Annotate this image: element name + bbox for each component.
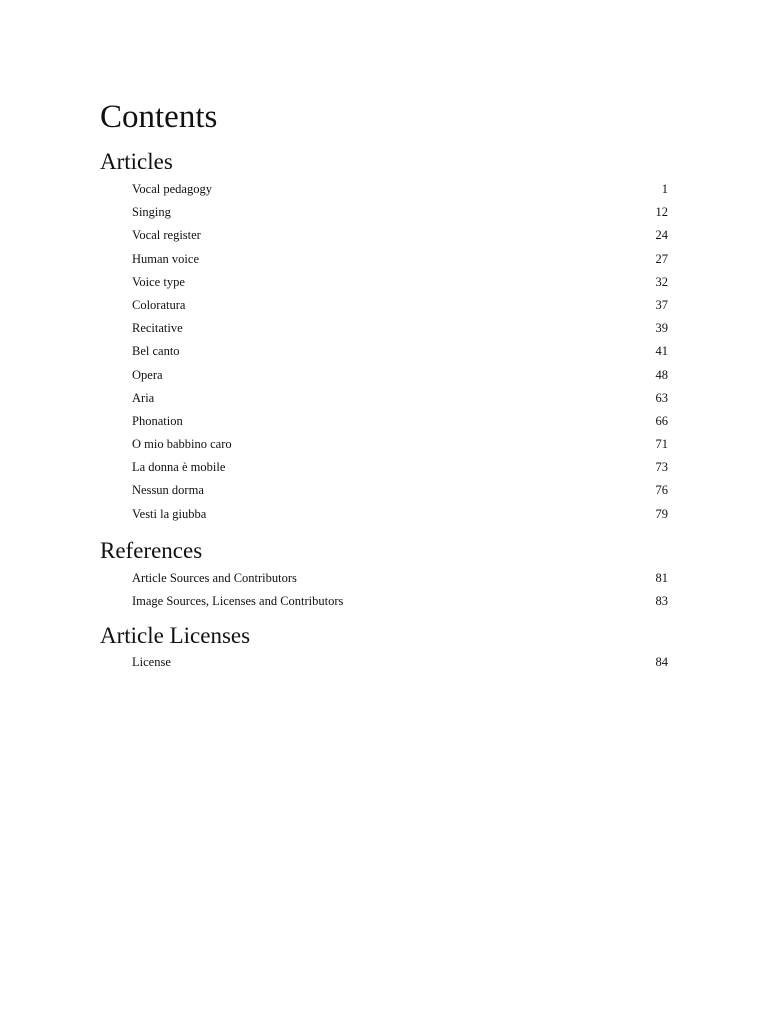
entry-label: Opera xyxy=(132,367,163,382)
entry-label: Bel canto xyxy=(132,344,180,359)
section-article-licenses xyxy=(100,621,668,674)
toc-entry[interactable] xyxy=(132,271,668,294)
entry-label: Vocal pedagogy xyxy=(132,182,212,196)
entry-page-number: 39 xyxy=(655,321,668,336)
toc-entry[interactable] xyxy=(132,410,668,433)
entry-list xyxy=(100,178,668,526)
page-title: Contents xyxy=(100,99,218,135)
entry-page-number: 76 xyxy=(655,483,668,498)
entry-page-number: 32 xyxy=(655,274,668,289)
toc-entry[interactable] xyxy=(132,364,668,387)
section-references xyxy=(100,536,668,613)
entry-page-number: 27 xyxy=(655,251,668,266)
entry-label: Recitative xyxy=(132,321,183,336)
toc-entry[interactable] xyxy=(132,224,668,247)
toc-entry[interactable] xyxy=(132,651,668,674)
toc-entry[interactable] xyxy=(132,590,668,613)
entry-page-number: 12 xyxy=(655,205,668,220)
entry-label: Coloratura xyxy=(132,297,186,312)
toc-entry[interactable] xyxy=(132,248,668,271)
entry-page-number: 73 xyxy=(655,460,668,475)
toc-entry[interactable] xyxy=(132,294,668,317)
entry-label: Vocal register xyxy=(132,228,201,243)
toc-entry[interactable] xyxy=(132,567,668,590)
toc-entry[interactable] xyxy=(132,433,668,456)
entry-label: Vesti la giubba xyxy=(132,506,207,521)
toc-entry[interactable] xyxy=(132,479,668,502)
entry-label: Voice type xyxy=(132,274,185,289)
entry-page-number: 84 xyxy=(655,655,668,670)
entry-page-number: 37 xyxy=(655,297,668,312)
entry-page-number: 1 xyxy=(661,182,668,196)
entry-label: La donna è mobile xyxy=(132,460,226,475)
entry-label: Singing xyxy=(132,205,171,220)
entry-page-number: 71 xyxy=(655,437,668,452)
entry-label: Phonation xyxy=(132,413,183,428)
entry-label: Nessun dorma xyxy=(132,483,204,498)
toc-entry[interactable] xyxy=(132,503,668,526)
section-heading: References xyxy=(100,537,203,563)
contents-page xyxy=(100,95,668,674)
toc-entry[interactable] xyxy=(132,201,668,224)
entry-page-number: 41 xyxy=(655,344,668,359)
entry-list xyxy=(100,567,668,613)
entry-label: License xyxy=(132,655,171,670)
entry-list xyxy=(100,651,668,674)
entry-label: Image Sources, Licenses and Contributors xyxy=(132,594,344,608)
entry-page-number: 63 xyxy=(655,390,668,405)
entry-label: Article Sources and Contributors xyxy=(132,570,297,585)
entry-label: Aria xyxy=(132,390,155,405)
entry-label: O mio babbino caro xyxy=(132,437,232,452)
section-heading: Article Licenses xyxy=(100,623,251,649)
entry-page-number: 48 xyxy=(655,367,668,382)
toc-entry[interactable] xyxy=(132,456,668,479)
toc-entry[interactable] xyxy=(132,340,668,363)
entry-page-number: 66 xyxy=(655,413,668,428)
entry-page-number: 83 xyxy=(655,594,668,608)
section-heading: Articles xyxy=(100,149,173,174)
toc-entry[interactable] xyxy=(132,178,668,201)
section-articles xyxy=(100,147,668,526)
entry-label: Human voice xyxy=(132,251,199,266)
entry-page-number: 24 xyxy=(655,228,668,243)
toc-entry[interactable] xyxy=(132,387,668,410)
toc-entry[interactable] xyxy=(132,317,668,340)
entry-page-number: 81 xyxy=(655,570,668,585)
entry-page-number: 79 xyxy=(655,506,668,521)
